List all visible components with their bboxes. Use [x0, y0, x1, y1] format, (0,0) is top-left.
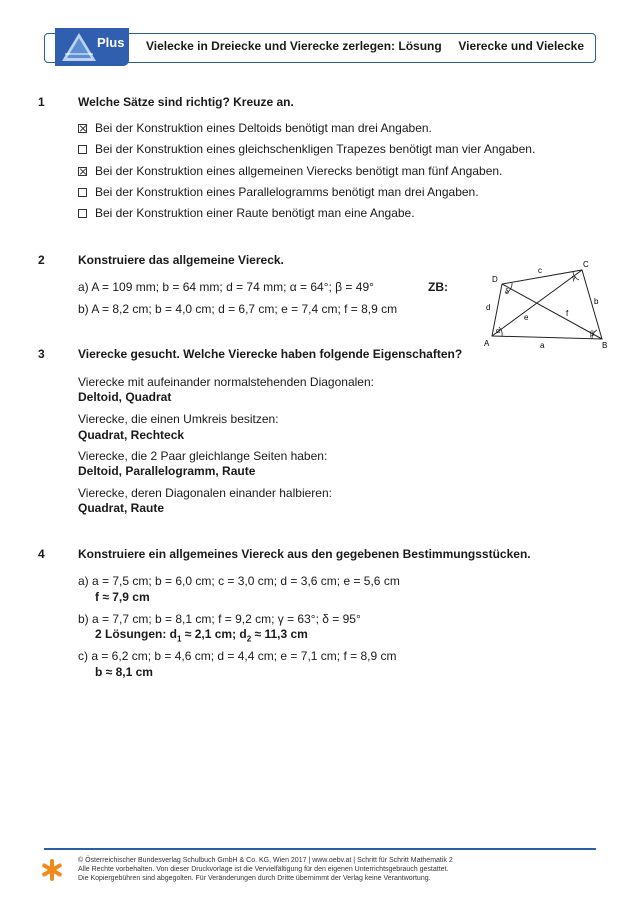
task4-number: 4 — [38, 547, 45, 561]
vertex-c-label: C — [583, 260, 589, 269]
angle-alpha-label: α — [496, 328, 501, 335]
page-title: Vielecke in Dreiecke und Vierecke zerlegen: Lösung — [146, 39, 442, 53]
checkbox-checked-icon — [78, 167, 87, 176]
task3-item-q: Vierecke mit aufeinander normalstehenden Diagonalen: — [78, 375, 374, 389]
task2-a: a) A = 109 mm; b = 64 mm; d = 74 mm; α = 64°; β = 49° — [78, 280, 374, 294]
checkbox-checked-icon — [78, 124, 87, 133]
triangle-logo-icon — [61, 32, 97, 62]
task1-item: Bei der Konstruktion eines gleichschenkligen Trapezes benötigt man vier Angaben. — [78, 142, 535, 156]
checkbox-empty-icon — [78, 209, 87, 218]
task3-item-answer: Deltoid, Quadrat — [78, 390, 172, 404]
task4-a: a) a = 7,5 cm; b = 6,0 cm; c = 3,0 cm; d = 3,6 cm; e = 5,6 cm — [78, 574, 400, 588]
diagonal-e-label: e — [524, 313, 529, 322]
vertex-b-label: B — [602, 341, 608, 350]
task1-question: Welche Sätze sind richtig? Kreuze an. — [78, 95, 294, 109]
task3-item-answer: Deltoid, Parallelogramm, Raute — [78, 464, 256, 478]
diagonal-f-label: f — [566, 309, 569, 318]
task4-a-result: f ≈ 7,9 cm — [95, 590, 150, 604]
task4-b: b) a = 7,7 cm; b = 8,1 cm; f = 9,2 cm; γ = 63°; δ = 95° — [78, 612, 361, 626]
checkbox-empty-icon — [78, 145, 87, 154]
logo — [55, 28, 129, 66]
page-topic: Vierecke und Vielecke — [458, 39, 584, 53]
task3-question: Vierecke gesucht. Welche Vierecke haben folgende Eigenschaften? — [78, 347, 463, 361]
side-a-label: a — [540, 341, 545, 350]
side-b-label: b — [594, 297, 599, 306]
footer-divider — [44, 848, 596, 850]
footer-text: © Österreichischer Bundesverlag Schulbuch GmbH & Co. KG, Wien 2017 | www.oebv.at | Schritt für Schritt Mathematik 2 Alle Rechte vorbehalten. Von dieser Druckvorlage ist die Vervielfältigung für den eigenen Unterrichtsgebrauch gestattet. Die Kopiergebühren sind abgegolten. Für Veränderungen durch Dritte übernimmt der Verlag keine Verantwortung. — [78, 857, 453, 882]
task4-c-result: b ≈ 8,1 cm — [95, 665, 153, 679]
quadrilateral-figure — [480, 260, 615, 355]
task4-question: Konstruiere ein allgemeines Viereck aus den gegebenen Bestimmungsstücken. — [78, 547, 531, 561]
side-d-label: d — [486, 303, 491, 312]
publisher-star-icon — [40, 858, 64, 882]
task1-item: Bei der Konstruktion einer Raute benötigt man eine Angabe. — [78, 206, 415, 220]
task1-item: Bei der Konstruktion eines allgemeinen Vierecks benötigt man fünf Angaben. — [78, 164, 502, 178]
zb-label: ZB: — [428, 280, 448, 294]
checkbox-empty-icon — [78, 188, 87, 197]
vertex-d-label: D — [492, 275, 498, 284]
side-c-label: c — [538, 266, 542, 275]
task3-item-answer: Quadrat, Rechteck — [78, 428, 185, 442]
logo-plus-text: Plus — [97, 35, 125, 50]
task3-item-q: Vierecke, deren Diagonalen einander halbieren: — [78, 486, 332, 500]
task3-item-q: Vierecke, die einen Umkreis besitzen: — [78, 412, 279, 426]
task3-item-answer: Quadrat, Raute — [78, 501, 165, 515]
angle-beta-label: β — [590, 331, 595, 338]
task4-c: c) a = 6,2 cm; b = 4,6 cm; d = 4,4 cm; e = 7,1 cm; f = 8,9 cm — [78, 649, 397, 663]
task4-b-result: 2 Lösungen: $d_1 \approx 2,1$ cm; $d_2 \approx 11,3$ cm — [95, 627, 308, 644]
task3-number: 3 — [38, 347, 45, 361]
task3-item-q: Vierecke, die 2 Paar gleichlange Seiten haben: — [78, 449, 328, 463]
angle-gamma-label: γ — [572, 275, 576, 282]
task2-number: 2 — [38, 253, 45, 267]
task2-question: Konstruiere das allgemeine Viereck. — [78, 253, 284, 267]
task2-b: b) A = 8,2 cm; b = 4,0 cm; d = 6,7 cm; e = 7,4 cm; f = 8,9 cm — [78, 302, 398, 316]
vertex-a-label: A — [484, 339, 490, 348]
angle-delta-label: δ — [505, 289, 509, 296]
task1-number: 1 — [38, 95, 45, 109]
task1-item: Bei der Konstruktion eines Deltoids benötigt man drei Angaben. — [78, 121, 432, 135]
task1-item: Bei der Konstruktion eines Parallelogramms benötigt man drei Angaben. — [78, 185, 479, 199]
